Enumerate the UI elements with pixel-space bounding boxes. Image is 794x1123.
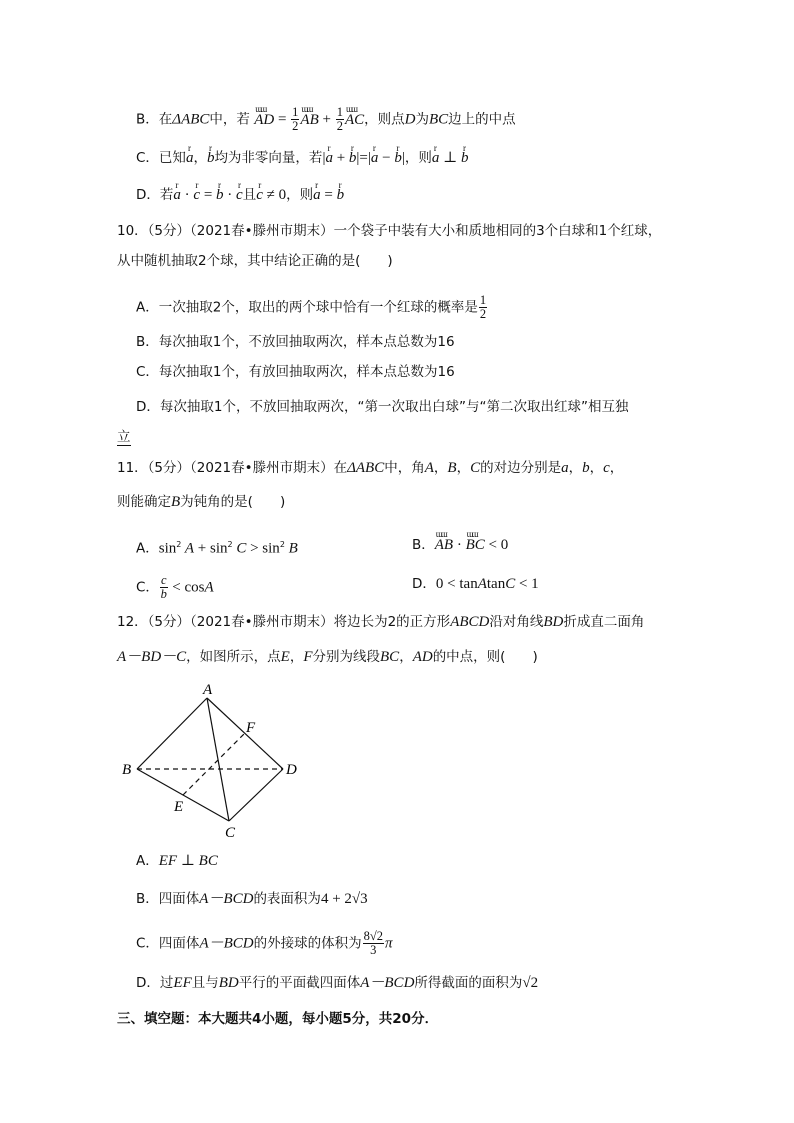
- q10-stem-line2: 从中随机抽取2个球，其中结论正确的是( ): [117, 253, 393, 269]
- tetrahedron-figure: [115, 680, 315, 840]
- q9-b-on: 为: [415, 111, 429, 128]
- q10-a-text: A．一次抽取2个，取出的两个球中恰有一个红球的概率是: [136, 299, 478, 316]
- section-3-heading: 三、填空题：本大题共4小题，每小题5分，共20分．: [117, 1011, 439, 1027]
- q9-option-b: B．在ΔABC中，若 ɯɯ AD = $\frac{1}{2}$ ɯɯ AB + $\frac{1}{2}$ ɯɯ AC，则点D为BC边上的中点: [136, 106, 516, 133]
- q9-b-d: D: [404, 111, 416, 128]
- q10-option-d-line1: D．每次抽取1个，不放回抽取两次，“第一次取出白球”与“第二次取出红球”相互独: [136, 399, 629, 415]
- q12-stem-line1: 12．（5分）（2021春•滕州市期末）将边长为2的正方形ABCD沿对角线BD折成直二面角: [117, 614, 645, 630]
- edge-ab: [137, 698, 207, 769]
- q10-option-b: B．每次抽取1个，不放回抽取两次，样本点总数为16: [136, 334, 455, 350]
- q11-stem-line1: 11．（5分）（2021春•滕州市期末）在ΔABC中，角A，B，C的对边分别是a，b，c，: [117, 460, 624, 476]
- q11-option-b: B．ɯɯ AB · ɯɯ BC < 0: [412, 535, 508, 555]
- q9-b-end: 边上的中点: [448, 111, 516, 128]
- q9-c-then: ，则: [404, 150, 432, 166]
- q9-option-c: C．已知r a，r b均为非零向量，若|r a + r b|=|r a − r b|，则r a ⊥ r b: [136, 148, 468, 168]
- q9-c-prefix: C．已知: [136, 150, 186, 166]
- q12-option-a: A．EF ⊥ BC: [136, 853, 218, 869]
- label-d: D: [286, 762, 297, 778]
- label-f: F: [246, 720, 256, 736]
- label-e: E: [174, 799, 184, 815]
- label-a: A: [203, 682, 213, 698]
- q9-d-then: ，则: [286, 187, 314, 203]
- q12-option-b: B．四面体A－BCD的表面积为4 + 2√3: [136, 891, 368, 907]
- q9-c-b: r b: [207, 148, 215, 168]
- q10-option-a: [136, 294, 488, 321]
- q10-option-c: C．每次抽取1个，有放回抽取两次，样本点总数为16: [136, 364, 455, 380]
- q9-b-tail: ，则点: [364, 111, 405, 128]
- q10-option-d-line2: [117, 427, 131, 447]
- segment-ef-hidden: [183, 733, 245, 795]
- q11-option-c: C． $\frac{c}{b}$ < cosA: [136, 573, 214, 601]
- q12-option-d: D．过EF且与BD平行的平面截四面体A－BCD所得截面的面积为√2: [136, 975, 539, 991]
- q9-d-cond: 且: [242, 187, 257, 203]
- label-b: B: [122, 762, 132, 778]
- q9-b-triangle: ΔABC: [172, 111, 210, 128]
- q9-c-mid: 均为非零向量，若: [214, 150, 323, 166]
- q9-c-sep: ，: [193, 150, 207, 166]
- q11-option-d: D．0 < tanAtanC < 1: [412, 576, 539, 592]
- q9-b-bc: BC: [428, 111, 449, 128]
- q12-option-c: C．四面体A－BCD的外接球的体积为 $\frac{8√2}{3}$ π: [136, 929, 393, 957]
- q10-a-fraction: $\frac{1}{2}$: [479, 293, 487, 321]
- q9-b-prefix: B．在: [136, 111, 173, 128]
- q9-c-a: r a: [186, 148, 194, 168]
- label-c: C: [225, 825, 236, 840]
- q11-stem-line2: 则能确定B为钝角的是( ): [117, 494, 286, 510]
- q10-stem-line1: 10．（5分）（2021春•滕州市期末）一个袋子中装有大小和质地相同的3个白球和1个红球，: [117, 223, 662, 239]
- q10-option-d-tail: 立: [117, 429, 131, 445]
- q12-stem-line2: A－BD－C，如图所示，点E，F分别为线段BC，AD的中点，则( ): [117, 649, 538, 665]
- q9-option-d: D．若r a · r c = r b · r c且r c ≠ 0，则r a = r b: [136, 185, 344, 205]
- edge-cd: [229, 769, 283, 821]
- q9-d-prefix: D．若: [136, 187, 174, 203]
- q11-option-a: A．$\sin^2 A + \sin^2 C > \sin^2 B$: [136, 540, 298, 557]
- q9-b-mid: 中，若: [209, 111, 250, 128]
